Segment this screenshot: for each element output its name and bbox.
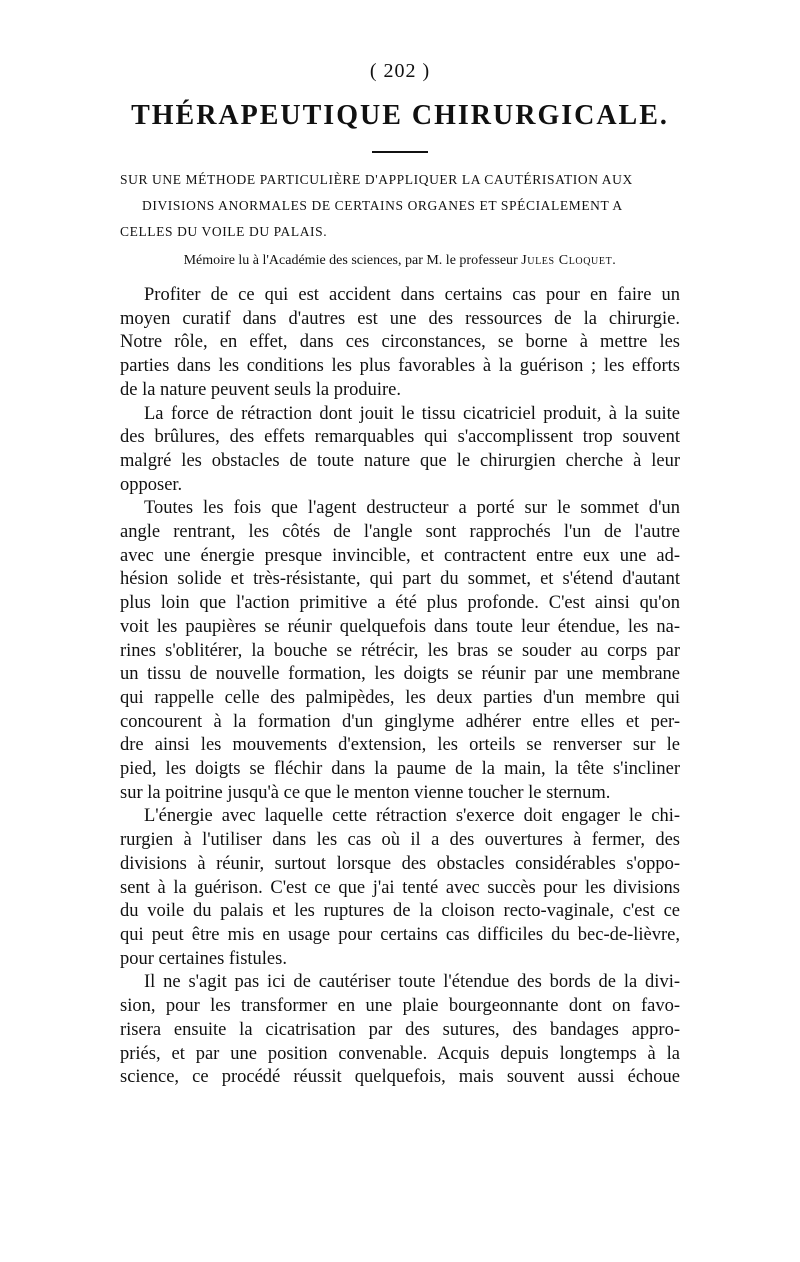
title-divider — [372, 151, 428, 153]
text-line: du voile du palais et les ruptures de la cloison recto-vaginale, c'est ce — [120, 901, 680, 922]
text-line: risera ensuite la cicatrisation par des sutures, des bandages appro- — [120, 1019, 680, 1040]
section-title: THÉRAPEUTIQUE CHIRURGICALE. — [131, 100, 669, 131]
text-line: La force de rétraction dont jouit le tissu cicatriciel produit, à la suite — [144, 403, 680, 424]
text-line: L'énergie avec laquelle cette rétraction s'exerce doit engager le chi- — [144, 806, 680, 827]
text-line: divisions à réunir, surtout lorsque des obstacles considérables s'oppo- — [120, 853, 680, 874]
text-line: pied, les doigts se fléchir dans la paume de la main, la tête s'incliner — [120, 759, 680, 780]
text-line: Profiter de ce qui est accident dans certains cas pour en faire un — [144, 285, 680, 305]
article-title-line: DIVISIONS ANORMALES DE CERTAINS ORGANES ET SPÉCIALEMENT A — [142, 198, 623, 213]
text-line: des brûlures, des effets remarquables qui s'accomplissent trop souvent — [120, 427, 680, 448]
text-line: qui peut être mis en usage pour certains cas difficiles du bec-de-lièvre, — [120, 924, 680, 945]
memoire-attribution — [0, 253, 800, 269]
text-line: rurgien à l'utiliser dans les cas où il a des ouvertures à fermer, des — [120, 830, 680, 851]
text-line: priés, et par une position convenable. Acquis depuis longtemps à la — [120, 1043, 680, 1064]
page-number: ( 202 ) — [369, 60, 431, 82]
text-line: de la nature peuvent seuls la produire. — [120, 379, 401, 400]
text-line: dre ainsi les mouvements d'extension, les orteils se renverser sur le — [120, 735, 680, 756]
text-line: science, ce procédé réussit quelquefois, mais souvent aussi échoue — [120, 1067, 680, 1088]
text-line: Il ne s'agit pas ici de cautériser toute l'étendue des bords de la divi- — [144, 972, 680, 993]
text-line: plus loin que l'action primitive a été plus profonde. C'est ainsi qu'on — [120, 593, 680, 614]
text-line: avec une énergie presque invincible, et contractent entre eux une ad- — [120, 545, 680, 566]
text-line: malgré les obstacles de toute nature que le chirurgien cherche à leur — [120, 450, 680, 471]
text-line: pour certaines fistules. — [120, 948, 287, 969]
text-line: Toutes les fois que l'agent destructeur a porté sur le sommet d'un — [144, 498, 680, 519]
text-line: rines s'oblitérer, la bouche se rétrécir, les bras se souder au corps par — [120, 640, 680, 661]
text-line: qui rappelle celle des palmipèdes, les deux parties d'un membre qui — [120, 687, 680, 708]
text-line: hésion solide et très-résistante, qui part du sommet, et s'étend d'autant — [120, 569, 680, 590]
text-line: un tissu de nouvelle formation, les doigts se réunir par une membrane — [120, 664, 680, 685]
memoire-author: Jules Cloquet. — [521, 253, 617, 268]
article-title-line: CELLES DU VOILE DU PALAIS. — [120, 224, 328, 239]
body-text — [120, 284, 680, 1090]
memoire-prefix: Mémoire lu à l'Académie des sciences, par M. le professeur — [183, 253, 518, 268]
text-line: Notre rôle, en effet, dans ces circonstances, se borne à mettre les — [120, 332, 680, 353]
text-line: opposer. — [120, 474, 183, 495]
article-title-line: SUR UNE MÉTHODE PARTICULIÈRE D'APPLIQUER LA CAUTÉRISATION AUX — [120, 172, 633, 187]
text-line: moyen curatif dans d'autres est une des ressources de la chirurgie. — [120, 308, 680, 329]
text-line: sion, pour les transformer en une plaie bourgeonnante dont on favo- — [120, 996, 680, 1017]
text-line: concourent à la formation d'un ginglyme adhérer entre elles et per- — [120, 711, 680, 732]
text-line: angle rentrant, les côtés de l'angle sont rapprochés l'un de l'autre — [120, 522, 680, 543]
article-title — [120, 167, 680, 245]
text-line: parties dans les conditions les plus favorables à la guérison ; les efforts — [120, 356, 680, 377]
text-line: sur la poitrine jusqu'à ce que le menton vienne toucher le sternum. — [120, 782, 611, 803]
text-line: sent à la guérison. C'est ce que j'ai tenté avec succès pour les divisions — [120, 877, 680, 898]
text-line: voit les paupières se réunir quelquefois dans toute leur étendue, les na- — [120, 616, 680, 637]
